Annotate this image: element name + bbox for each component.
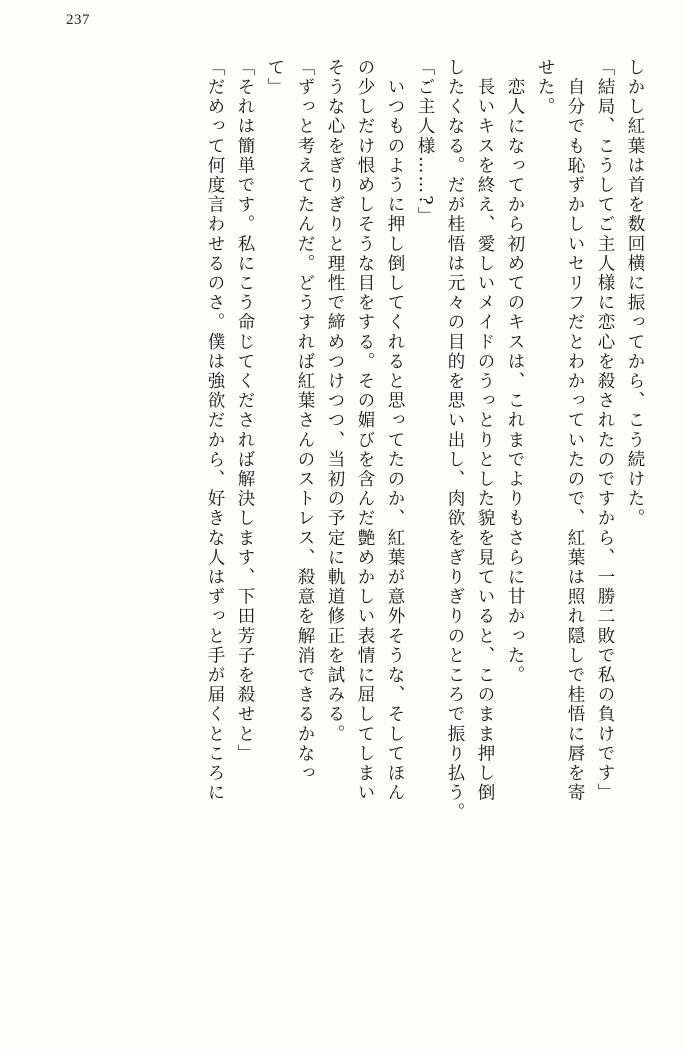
body-text-block — [40, 58, 643, 1020]
text-line: 自分でも恥ずかしいセリフだとわかっていたので、紅葉は照れ隠しで桂悟に唇を寄 — [565, 58, 585, 803]
text-line: 「結局、こうしてご主人様に恋心を殺されたのですから、一勝二敗で私の負けです」 — [595, 58, 615, 803]
text-line: の少しだけ恨めしそうな目をする。その媚びを含んだ艶めかしい表情に屈してしまい — [355, 58, 375, 803]
text-line: 「ご主人様……?」 — [415, 58, 435, 227]
text-line: 恋人になってから初めてのキスは、これまでよりもさらに甘かった。 — [505, 58, 525, 686]
text-line: したくなる。だが桂悟は元々の目的を思い出し、肉欲をぎりぎりのところで振り払う。 — [445, 58, 465, 823]
text-line: せた。 — [535, 58, 555, 117]
text-line: そうな心をぎりぎりと理性で締めつけつつ、当初の予定に軌道修正を試みる。 — [325, 58, 345, 744]
text-line: いつものように押し倒してくれると思ってたのか、紅葉が意外そうな、そしてほん — [385, 58, 405, 803]
text-line: しかし紅葉は首を数回横に振ってから、こう続けた。 — [625, 58, 645, 529]
text-line: 「ずっと考えてたんだ。どうすれば紅葉さんのストレス、殺意を解消できるかなっ — [295, 58, 315, 784]
text-line: て」 — [265, 58, 285, 98]
text-line: 「それは簡単です。私にこう命じてくだされば解決します、下田芳子を殺せと」 — [235, 58, 255, 764]
page-number: 237 — [66, 12, 90, 28]
text-line: 「だめって何度言わせるのさ。僕は強欲だから、好きな人はずっと手が届くところに — [205, 58, 225, 803]
text-line: 長いキスを終え、愛しいメイドのうっとりとした貌を見ていると、このまま押し倒 — [475, 58, 495, 803]
